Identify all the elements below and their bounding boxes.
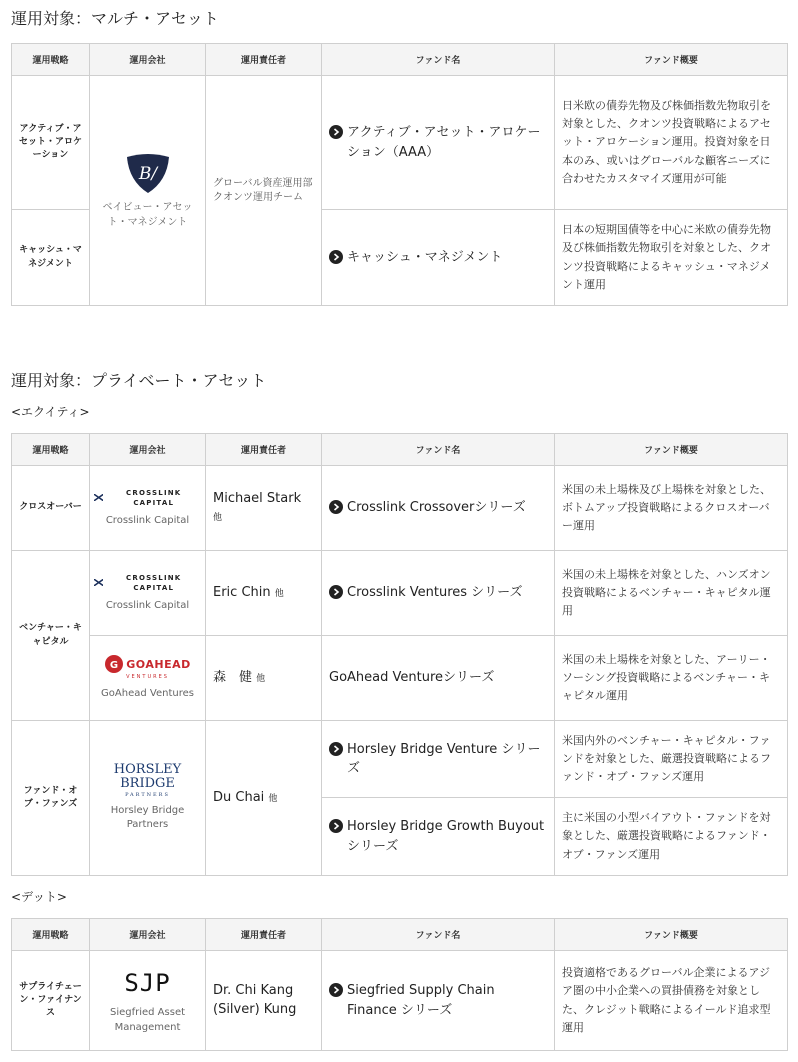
table-row <box>12 76 788 210</box>
fund-link[interactable]: Crosslink Ventures シリーズ <box>347 585 523 601</box>
fund-cell[interactable] <box>322 466 555 551</box>
bayview-logo-text: B/ <box>138 164 157 184</box>
horsley-logo <box>94 763 201 798</box>
fund-cell[interactable] <box>322 76 555 210</box>
multi-asset-table <box>11 43 788 306</box>
company-cell <box>90 76 206 306</box>
company-cell <box>90 721 206 876</box>
goahead-logo-sub: VENTURES <box>126 674 169 681</box>
arrow-right-icon <box>329 250 343 264</box>
fund-link[interactable]: Crosslink Crossoverシリーズ <box>347 500 526 516</box>
arrow-right-icon <box>329 983 343 997</box>
fund-link[interactable]: Horsley Bridge Venture シリーズ <box>347 741 541 776</box>
manager-suffix: 他 <box>256 673 266 684</box>
header-strategy: 運用戦略 <box>12 434 90 466</box>
fund-cell[interactable] <box>322 551 555 636</box>
bayview-logo <box>94 151 201 195</box>
section-title-multi-asset: 運用対象：マルチ・アセット <box>11 9 219 28</box>
arrow-right-icon <box>329 742 343 756</box>
equity-label: <エクイティ> <box>11 405 90 419</box>
manager-name: Michael Stark <box>213 490 302 506</box>
manager-cell <box>206 636 322 721</box>
strategy-cell: サプライチェーン・ファイナンス <box>12 951 90 1051</box>
crosslink-mark-icon <box>94 494 103 501</box>
manager-cell <box>206 721 322 876</box>
fund-cell[interactable] <box>322 721 555 798</box>
header-strategy: 運用戦略 <box>12 919 90 951</box>
goahead-logo <box>94 654 201 681</box>
horsley-logo-line1: HORSLEY <box>113 762 182 778</box>
summary-cell: 米国内外のベンチャー・キャピタル・ファンドを対象とした、厳選投資戦略によるファンド・オブ・ファンズ運用 <box>555 721 788 798</box>
summary-cell: 日米欧の債券先物及び株価指数先物取引を対象とした、クオンツ投資戦略によるアセット・アロケーション運用。投資対象を日本のみ、或いはグローバルな顧客ニーズに合わせたカスタマイズ運用が可能 <box>555 76 788 210</box>
fund-link[interactable]: Siegfried Supply Chain Finance シリーズ <box>347 983 495 1018</box>
arrow-right-icon <box>329 125 343 139</box>
summary-cell: 投資適格であるグローバル企業によるアジア圏の中小企業への買掛債務を対象とした、クレジット戦略によるイールド追求型運用 <box>555 951 788 1051</box>
manager-suffix: 他 <box>213 513 223 523</box>
arrow-right-icon <box>329 500 343 514</box>
fund-link[interactable]: Horsley Bridge Growth Buyout シリーズ <box>347 819 545 854</box>
crosslink-logo-text: CROSSLINK CAPITAL <box>126 488 182 507</box>
fund-link[interactable]: GoAhead Ventureシリーズ <box>329 670 495 686</box>
table-row <box>12 721 788 798</box>
horsley-logo-line2: BRIDGE <box>120 775 175 791</box>
fund-cell[interactable] <box>322 951 555 1051</box>
manager-cell: Dr. Chi Kang (Silver) Kung <box>206 951 322 1051</box>
company-cell <box>90 636 206 721</box>
debt-label: <デット> <box>11 890 67 904</box>
header-summary: ファンド概要 <box>555 434 788 466</box>
table-row <box>12 466 788 551</box>
header-summary: ファンド概要 <box>555 919 788 951</box>
horsley-logo-line3: PARTNERS <box>125 791 170 798</box>
goahead-logo-text: GOAHEAD <box>126 657 191 671</box>
header-company: 運用会社 <box>90 44 206 76</box>
crosslink-logo <box>94 488 201 508</box>
strategy-cell: ベンチャー・キャピタル <box>12 551 90 721</box>
company-name: ベイビュー・アセット・マネジメント <box>102 202 193 228</box>
strategy-cell: クロスオーバー <box>12 466 90 551</box>
table-row <box>12 951 788 1051</box>
header-company: 運用会社 <box>90 919 206 951</box>
crosslink-mark-icon <box>94 579 103 586</box>
header-strategy: 運用戦略 <box>12 44 90 76</box>
strategy-cell: アクティブ・アセット・アロケーション <box>12 76 90 210</box>
manager-suffix: 他 <box>268 793 278 804</box>
sjp-logo-text: SJP <box>124 968 171 997</box>
company-name: Crosslink Capital <box>105 514 190 526</box>
summary-cell: 米国の未上場株を対象とした、アーリー・ソーシング投資戦略によるベンチャー・キャピタル運用 <box>555 636 788 721</box>
header-fund: ファンド名 <box>322 44 555 76</box>
company-name: Horsley Bridge Partners <box>110 804 185 831</box>
equity-table <box>11 433 788 876</box>
header-summary: ファンド概要 <box>555 44 788 76</box>
header-company: 運用会社 <box>90 434 206 466</box>
header-manager: 運用責任者 <box>206 434 322 466</box>
header-manager: 運用責任者 <box>206 919 322 951</box>
svg-text:G: G <box>110 660 119 672</box>
fund-cell[interactable] <box>322 798 555 876</box>
header-manager: 運用責任者 <box>206 44 322 76</box>
company-name: Siegfried Asset Management <box>109 1007 186 1033</box>
manager-name: Eric Chin <box>213 584 271 600</box>
fund-cell[interactable] <box>322 210 555 306</box>
fund-link[interactable]: キャッシュ・マネジメント <box>347 249 503 265</box>
debt-table <box>11 918 788 1051</box>
arrow-right-icon <box>329 819 343 833</box>
summary-cell: 主に米国の小型バイアウト・ファンドを対象とした、厳選投資戦略によるファンド・オブ・ファンズ運用 <box>555 798 788 876</box>
fund-link[interactable]: アクティブ・アセット・アロケーション（AAA） <box>347 125 541 160</box>
crosslink-logo-text: CROSSLINK CAPITAL <box>126 573 182 592</box>
table-row <box>12 551 788 636</box>
manager-name: Du Chai <box>213 789 265 805</box>
manager-cell: グローバル資産運用部クオンツ運用チーム <box>206 76 322 306</box>
summary-cell: 米国の未上場株を対象とした、ハンズオン投資戦略によるベンチャー・キャピタル運用 <box>555 551 788 636</box>
header-fund: ファンド名 <box>322 434 555 466</box>
manager-name: 森 健 <box>213 669 253 685</box>
sjp-logo <box>94 966 201 1001</box>
summary-cell: 日本の短期国債等を中心に米欧の債券先物及び株価指数先物取引を対象とした、クオンツ投資戦略によるキャッシュ・マネジメント運用 <box>555 210 788 306</box>
table-row <box>12 636 788 721</box>
manager-suffix: 他 <box>274 588 284 599</box>
company-name: GoAhead Ventures <box>101 688 194 700</box>
fund-cell[interactable] <box>322 636 555 721</box>
arrow-right-icon <box>329 585 343 599</box>
goahead-mark-icon <box>104 654 124 674</box>
strategy-cell: ファンド・オブ・ファンズ <box>12 721 90 876</box>
company-cell <box>90 551 206 636</box>
manager-cell <box>206 466 322 551</box>
company-cell <box>90 466 206 551</box>
manager-cell <box>206 551 322 636</box>
company-cell <box>90 951 206 1051</box>
strategy-cell: キャッシュ・マネジメント <box>12 210 90 306</box>
header-fund: ファンド名 <box>322 919 555 951</box>
company-name: Crosslink Capital <box>105 599 190 611</box>
summary-cell: 米国の未上場株及び上場株を対象とした、ボトムアップ投資戦略によるクロスオーバー運用 <box>555 466 788 551</box>
crosslink-logo <box>94 573 201 593</box>
section-title-private-asset: 運用対象：プライベート・アセット <box>11 371 267 390</box>
